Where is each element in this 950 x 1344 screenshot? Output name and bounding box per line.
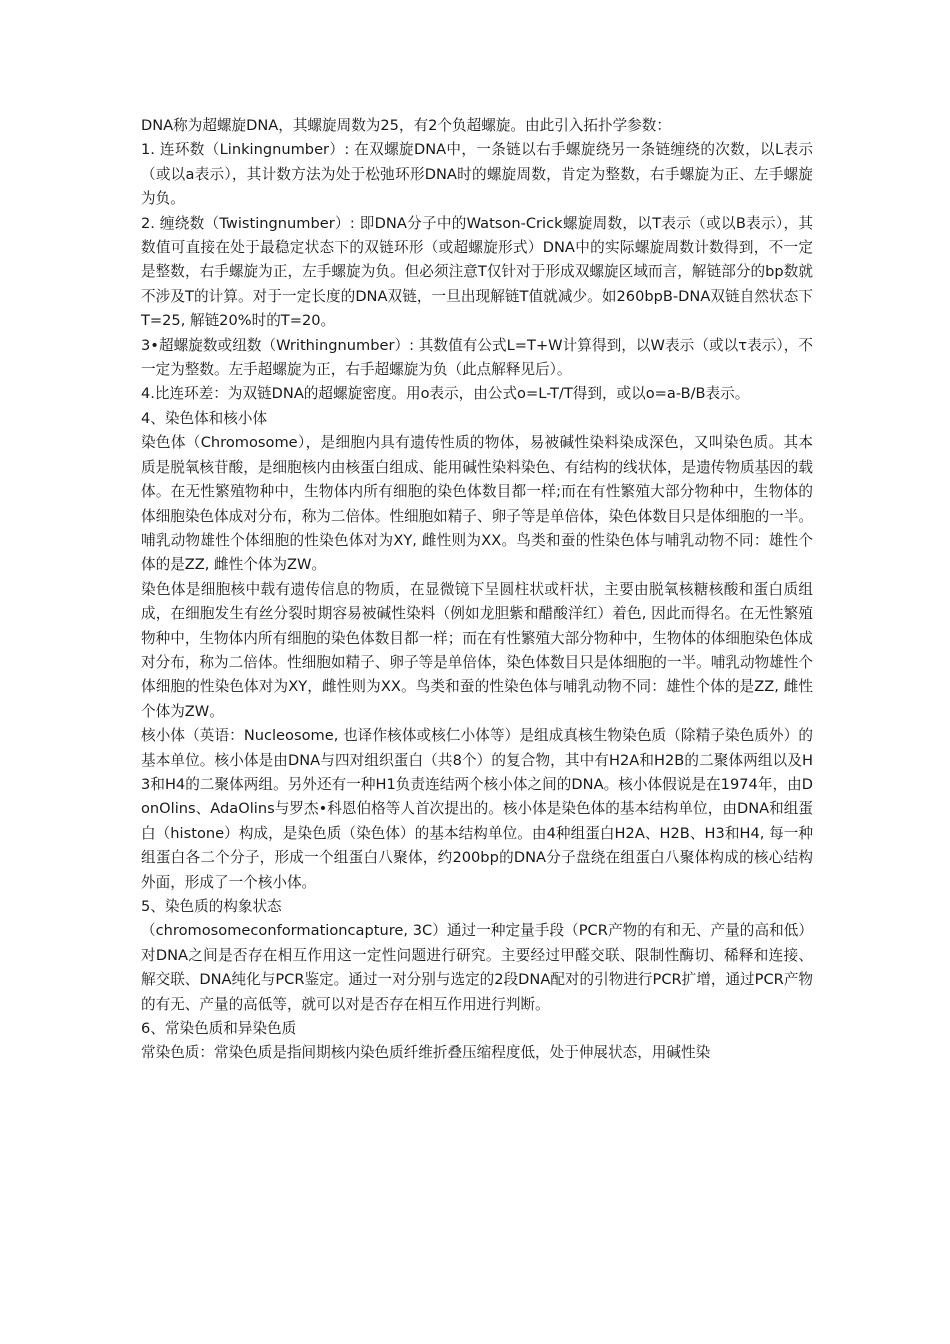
section-heading-chromatin-conformation: 5、染色质的构象状态 — [141, 898, 282, 915]
paragraph-twisting-number: 2. 缠绕数（Twistingnumber）: 即DNA分子中的Watson-Crick螺旋周数，以T表示（或以B表示），其数值可直接在处于最稳定状态下的双链环形（或超螺旋形式）DNA中的实际螺旋周数计数得到，不一定是整数，右手螺旋为正，左手螺旋为负。但必须注意T仅针对于形成双螺旋区域而言，解链部分的bp数就不涉及T的计算。对于一定长度的DNA双链，一旦出现解链T值就减少。如260bpB-DNA双链自然状态下T=25, 解链20%时的T=20。 — [141, 214, 813, 330]
paragraph-writhing-number: 3•超螺旋数或纽数（Writhingnumber）: 其数值有公式L=T+W计算得到，以W表示（或以τ表示），不一定为整数。左手超螺旋为正，右手超螺旋为负（此点解释见后）。 — [141, 336, 813, 379]
paragraph-3c: （chromosomeconformationcapture, 3C）通过一种定量手段（PCR产物的有和无、产量的高和低）对DNA之间是否存在相互作用这一定性问题进行研究。主要经过甲醛交联、限制性酶切、稀释和连接、解交联、DNA纯化与PCR鉴定。通过一对分别与选定的2段DNA配对的引物进行PCR扩增，通过PCR产物的有无、产量的高低等，就可以对是否存在相互作用进行判断。 — [141, 922, 813, 1013]
paragraph-chromosome-1: 染色体（Chromosome），是细胞内具有遗传性质的物体，易被碱性染料染成深色，又叫染色质。其本质是脱氧核苷酸，是细胞核内由核蛋白组成、能用碱性染料染色、有结构的线状体，是遗传物质基因的载体。在无性繁殖物种中，生物体内所有细胞的染色体数目都一样;而在有性繁殖大部分物种中，生物体的体细胞染色体成对分布，称为二倍体。性细胞如精子、卵子等是单倍体，染色体数目只是体细胞的一半。哺乳动物雄性个体细胞的性染色体对为XY, 雌性则为XX。鸟类和蚕的性染色体与哺乳动物不同：雄性个体的是ZZ, 雌性个体为ZW。 — [141, 434, 813, 574]
paragraph-nucleosome: 核小体（英语：Nucleosome, 也译作核体或核仁小体等）是组成真核生物染色质（除精子染色质外）的基本单位。核小体是由DNA与四对组织蛋白（共8个）的复合物，其中有H2A和H2B的二聚体两组以及H3和H4的二聚体两组。另外还有一种H1负责连结两个核小体之间的DNA。核小体假说是在1974年，由DonOlins、AdaOlins与罗杰•科恩伯格等人首次提出的。核小体是染色体的基本结构单位，由DNA和组蛋白（histone）构成，是染色质（染色体）的基本结构单位。由4种组蛋白H2A、H2B、H3和H4, 每一种组蛋白各二个分子，形成一个组蛋白八聚体，约200bp的DNA分子盘绕在组蛋白八聚体构成的核心结构外面，形成了一个核小体。 — [141, 727, 813, 891]
paragraph-intro: DNA称为超螺旋DNA，其螺旋周数为25，有2个负超螺旋。由此引入拓扑学参数： — [141, 117, 671, 134]
paragraph-specific-linking-difference: 4.比连环差：为双链DNA的超螺旋密度。用o表示，由公式o=L-T/T得到，或以o=a-B/B表示。 — [141, 385, 750, 403]
paragraph-chromosome-2: 染色体是细胞核中载有遗传信息的物质，在显微镜下呈圆柱状或杆状，主要由脱氧核糖核酸和蛋白质组成，在细胞发生有丝分裂时期容易被碱性染料（例如龙胆紫和醋酸洋红）着色, 因此而得名。在无性繁殖物种中，生物体内所有细胞的染色体数目都一样；而在有性繁殖大部分物种中，生物体的体细胞染色体成对分布，称为二倍体。性细胞如精子、卵子等是单倍体，染色体数目只是体细胞的一半。哺乳动物雄性个体细胞的性染色体对为XY，雌性则为XX。鸟类和蚕的性染色体与哺乳动物不同：雄性个体的是ZZ, 雌性个体为ZW。 — [141, 580, 813, 720]
document-body — [141, 114, 813, 1066]
paragraph-euchromatin: 常染色质：常染色质是指间期核内染色质纤维折叠压缩程度低，处于伸展状态，用碱性染 — [141, 1044, 711, 1062]
section-heading-euchromatin-heterochromatin: 6、常染色质和异染色质 — [141, 1020, 297, 1038]
section-heading-chromosome-nucleosome: 4、染色体和核小体 — [141, 409, 268, 427]
paragraph-linking-number: 1. 连环数（Linkingnumber）: 在双螺旋DNA中，一条链以右手螺旋绕另一条链缠绕的次数，以L表示（或以a表示），其计数方法为处于松弛环形DNA时的螺旋周数，肯定为整数，右手螺旋为正、左手螺旋为负。 — [141, 141, 813, 208]
